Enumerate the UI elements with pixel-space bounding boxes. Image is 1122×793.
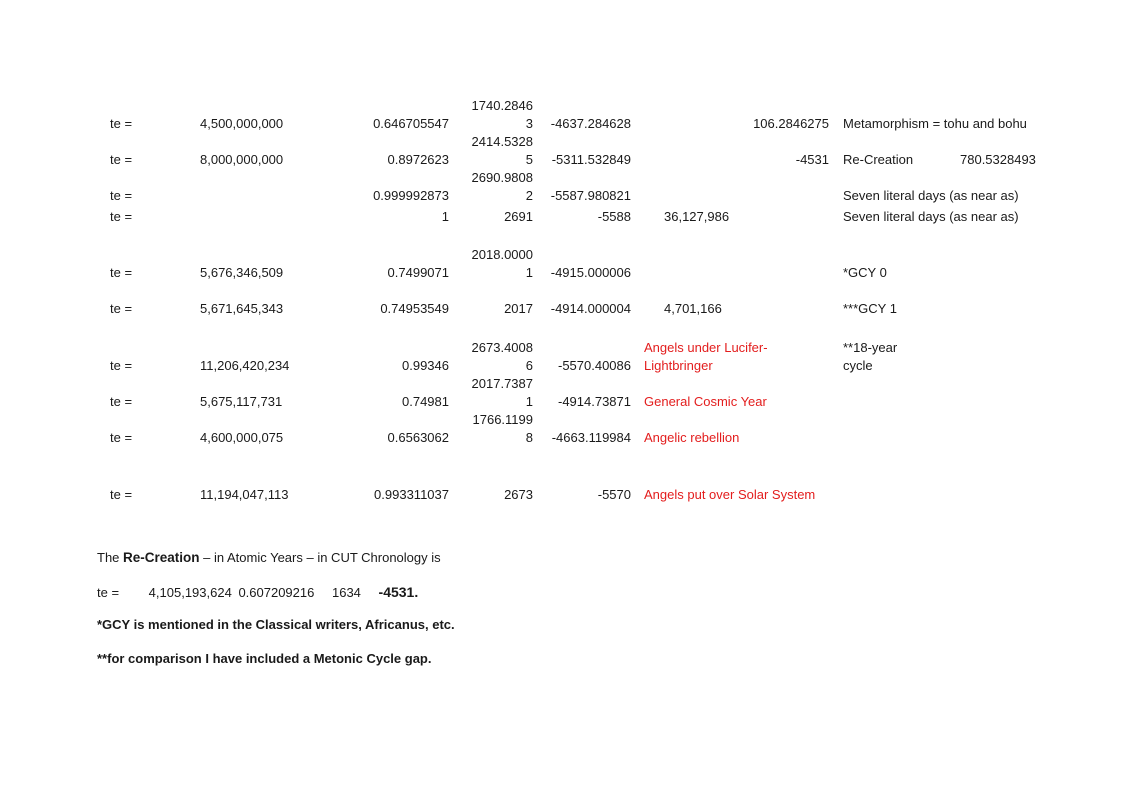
cell-value-b: 5,675,117,731 [200,394,283,409]
cell-value-d: 1 [525,394,533,409]
cell-value-c: 0.74981 [402,394,449,409]
cell-value-c: 0.999992873 [373,188,449,203]
cell-value-b: 4,500,000,000 [200,116,284,131]
cell-value-c: 1 [441,209,449,224]
cell-description: Re-Creation [843,152,914,167]
cell-value-g: -4531 [795,152,829,167]
cell-value-d: 2017 [504,301,533,316]
row-label: te = [110,358,133,373]
recreation-suffix: – in Atomic Years – in CUT Chronology is [199,550,441,565]
cell-value-c: 0.8972623 [387,152,449,167]
cell-value-d: 2017.7387 [471,376,533,391]
cell-value-e: -5570 [597,487,631,502]
row-label: te = [110,265,133,280]
cell-value-d: 6 [525,358,533,373]
cell-value-d: 5 [525,152,533,167]
row-label: te = [110,394,133,409]
cell-description: Angels put over Solar System [644,487,816,502]
cell-description: Angelic rebellion [644,430,740,445]
cell-value-d: 1766.1199 [472,412,533,427]
row-label: te = [110,188,133,203]
cell-value-g: 106.2846275 [753,116,829,131]
row-label: te = [110,487,133,502]
cell-value-d: 2414.5328 [471,134,533,149]
cell-value-c: 0.646705547 [373,116,449,131]
cell-value-d: 1 [525,265,533,280]
cell-description: Seven literal days (as near as) [843,209,1019,224]
cell-value-b: 4,600,000,075 [200,430,284,445]
row-label: te = [110,209,133,224]
cell-value-e: -4637.284628 [550,116,631,131]
cell-description: Metamorphism = tohu and bohu [843,116,1027,131]
cell-value-f: 36,127,986 [664,209,730,224]
cell-value-d: 1740.2846 [471,98,533,113]
cell-value-e: -5570.40086 [557,358,631,373]
cell-value-d: 2691 [504,209,533,224]
cell-note: **18-year [843,340,898,355]
cell-value-e: -4914.000004 [550,301,631,316]
cell-value-e: -5588 [597,209,631,224]
recreation-value-b: 4,105,193,624 [148,585,232,600]
cell-note: cycle [843,358,873,373]
cell-value-c: 0.7499071 [387,265,449,280]
cell-value-b: 5,676,346,509 [200,265,284,280]
cell-value-c: 0.6563062 [387,430,449,445]
recreation-value-c: 0.607209216 [238,585,315,600]
cell-value-b: 8,000,000,000 [200,152,284,167]
row-label: te = [110,430,133,445]
cell-value-e: -5587.980821 [550,188,631,203]
cell-value-b: 5,671,645,343 [200,301,284,316]
cell-description: General Cosmic Year [644,394,767,409]
cell-description: *GCY 0 [843,265,887,280]
row-label: te = [110,152,133,167]
row-label: te = [110,116,133,131]
cell-description: Lightbringer [644,358,713,373]
cell-value-d: 3 [525,116,533,131]
cell-value-d: 2018.0000 [471,247,533,262]
cell-description: Seven literal days (as near as) [843,188,1019,203]
cell-value-f: 4,701,166 [664,301,722,316]
cell-description: ***GCY 1 [843,301,897,316]
cell-value-b: 11,194,047,113 [200,487,289,502]
recreation-prefix: The [97,550,124,565]
cell-value-e: -4663.119984 [551,430,631,445]
row-label: te = [110,301,133,316]
note-metonic: **for comparison I have included a Metonic Cycle gap. [97,651,432,666]
cell-value-b: 11,206,420,234 [200,358,290,373]
cell-value-c: 0.74953549 [380,301,449,316]
recreation-sentence [97,550,441,565]
recreation-bold: Re-Creation [123,550,200,565]
cell-value-j: 780.5328493 [960,152,1036,167]
recreation-value-e: -4531. [378,584,419,600]
cell-value-e: -4914.73871 [557,394,631,409]
cell-description: Angels under Lucifer- [644,340,768,355]
cell-value-d: 2673 [504,487,533,502]
recreation-value-d: 1634 [331,585,361,600]
cell-value-e: -4915.000006 [550,265,631,280]
recreation-values-line [97,584,418,600]
cell-value-d: 2673.4008 [471,340,533,355]
cell-value-d: 8 [525,430,533,445]
cell-value-c: 0.993311037 [374,487,449,502]
cell-value-d: 2690.9808 [471,170,533,185]
recreation-te: te = [97,585,120,600]
cell-value-e: -5311.532849 [551,152,631,167]
cell-value-d: 2 [525,188,533,203]
note-gcy: *GCY is mentioned in the Classical writers, Africanus, etc. [97,617,455,632]
cell-value-c: 0.99346 [402,358,449,373]
